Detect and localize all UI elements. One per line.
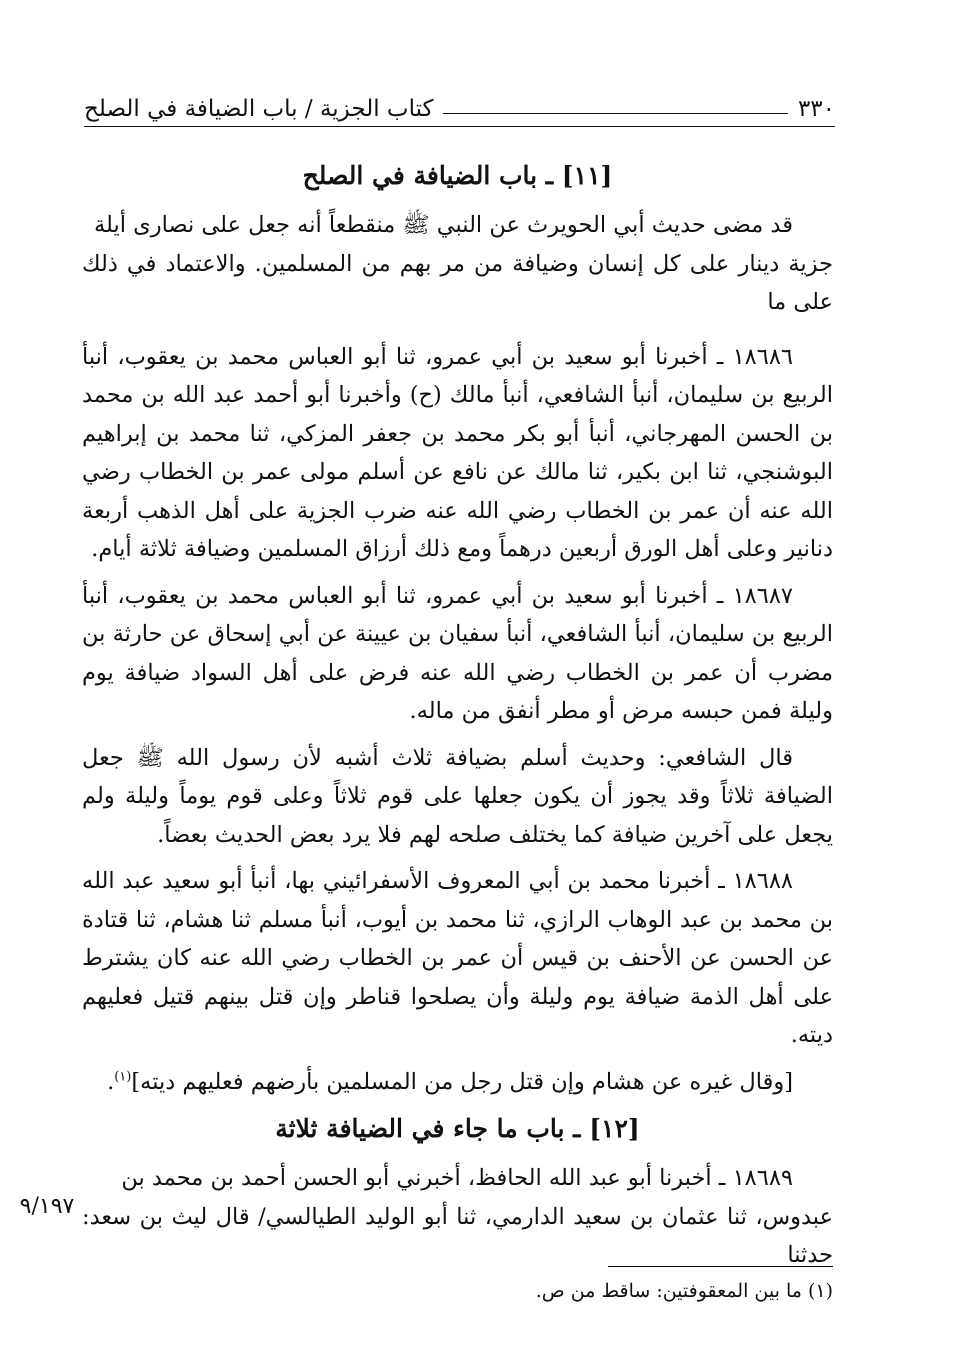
footnote-rule <box>608 1266 833 1267</box>
bracket-note-text: [وقال غيره عن هشام وإن قتل رجل من المسلمين بأرضهم فعليهم ديته] <box>131 1068 793 1095</box>
shafii-comment: قال الشافعي: وحديث أسلم بضيافة ثلاث أشبه لأن رسول الله ﷺ جعل الضيافة ثلاثاً وقد يجوز أن يكون جعلها على قوم ثلاثاً وعلى قوم يوماً وليلة ولم يجعل على آخرين ضيافة كما يختلف صلحه لهم فلا يرد بعض الحديث بعضاً. <box>82 744 833 848</box>
header-underline <box>84 126 835 127</box>
hadith-18686: ١٨٦٨٦ ـ أخبرنا أبو سعيد بن أبي عمرو، ثنا أبو العباس محمد بن يعقوب، أنبأ الربيع بن سليمان، أنبأ الشافعي، أنبأ مالك (ح) وأخبرنا أبو أحمد عبد الله بن محمد بن الحسن المهرجاني، أنبأ أبو بكر محمد بن جعفر المزكي، ثنا محمد بن إبراهيم البوشنجي، ثنا ابن بكير، ثنا مالك عن نافع عن أسلم مولى عمر بن الخطاب رضي الله عنه أن عمر بن الخطاب رضي الله عنه ضرب الجزية على أهل الذهب أربعة دنانير وعلى أهل الورق أربعين درهماً ومع ذلك أرزاق المسلمين وضيافة ثلاثة أيام. <box>82 343 833 562</box>
manuscript-margin-note: ٩/١٩٧ <box>19 1194 75 1219</box>
hadith-18689-line-2: عبدوس، ثنا عثمان بن سعيد الدارمي، ثنا أبو الوليد الطيالسي/ قال ليث بن سعد: حدثنا <box>82 1203 833 1268</box>
page-body <box>82 150 833 1275</box>
footnote: (١) ما بين المعقوفتين: ساقط من ص. <box>535 1280 833 1302</box>
hadith-18688: ١٨٦٨٨ ـ أخبرنا محمد بن أبي المعروف الأسفرائيني بها، أنبأ أبو سعيد عبد الله بن محمد بن عبد الوهاب الرازي، ثنا محمد بن أيوب، أنبأ مسلم ثنا هشام، ثنا قتادة عن الحسن عن الأحنف بن قيس أن عمر بن الخطاب رضي الله عنه كان يشترط على أهل الذمة ضيافة يوم وليلة وأن يصلحوا قناطر وإن قتل بينهم قتيل فعليهم ديته. <box>82 868 833 1048</box>
section-heading-11: [١١] ـ باب الضيافة في الصلح <box>302 161 613 190</box>
header-rule <box>443 113 787 114</box>
running-header <box>84 88 835 122</box>
hadith-18689-line-1: ١٨٦٨٩ ـ أخبرنا أبو عبد الله الحافظ، أخبرني أبو الحسن أحمد بن محمد بن <box>121 1165 793 1191</box>
page-number: ٣٣٠ <box>797 96 835 122</box>
intro-line-1: قد مضى حديث أبي الحويرث عن النبي ﷺ منقطعاً أنه جعل على نصارى أيلة <box>93 212 793 238</box>
hadith-18687: ١٨٦٨٧ ـ أخبرنا أبو سعيد بن أبي عمرو، ثنا أبو العباس محمد بن يعقوب، أنبأ الربيع بن سليمان، أنبأ الشافعي، أنبأ سفيان بن عيينة عن أبي إسحاق عن حارثة بن مضرب أن عمر بن الخطاب رضي الله عنه فرض على أهل السواد ضيافة يوم وليلة فمن حبسه مرض أو مطر أنفق من ماله. <box>82 582 833 724</box>
bracket-note <box>82 1063 833 1102</box>
intro-line-2: جزية دينار على كل إنسان وضيافة من مر بهم من المسلمين. والاعتماد في ذلك على ما <box>82 250 833 315</box>
bracket-note-tail: . <box>107 1068 115 1095</box>
section-heading-12: [١٢] ـ باب ما جاء في الضيافة ثلاثة <box>275 1114 640 1143</box>
footnote-ref: (١) <box>114 1069 132 1084</box>
running-title: كتاب الجزية / باب الضيافة في الصلح <box>84 96 434 122</box>
